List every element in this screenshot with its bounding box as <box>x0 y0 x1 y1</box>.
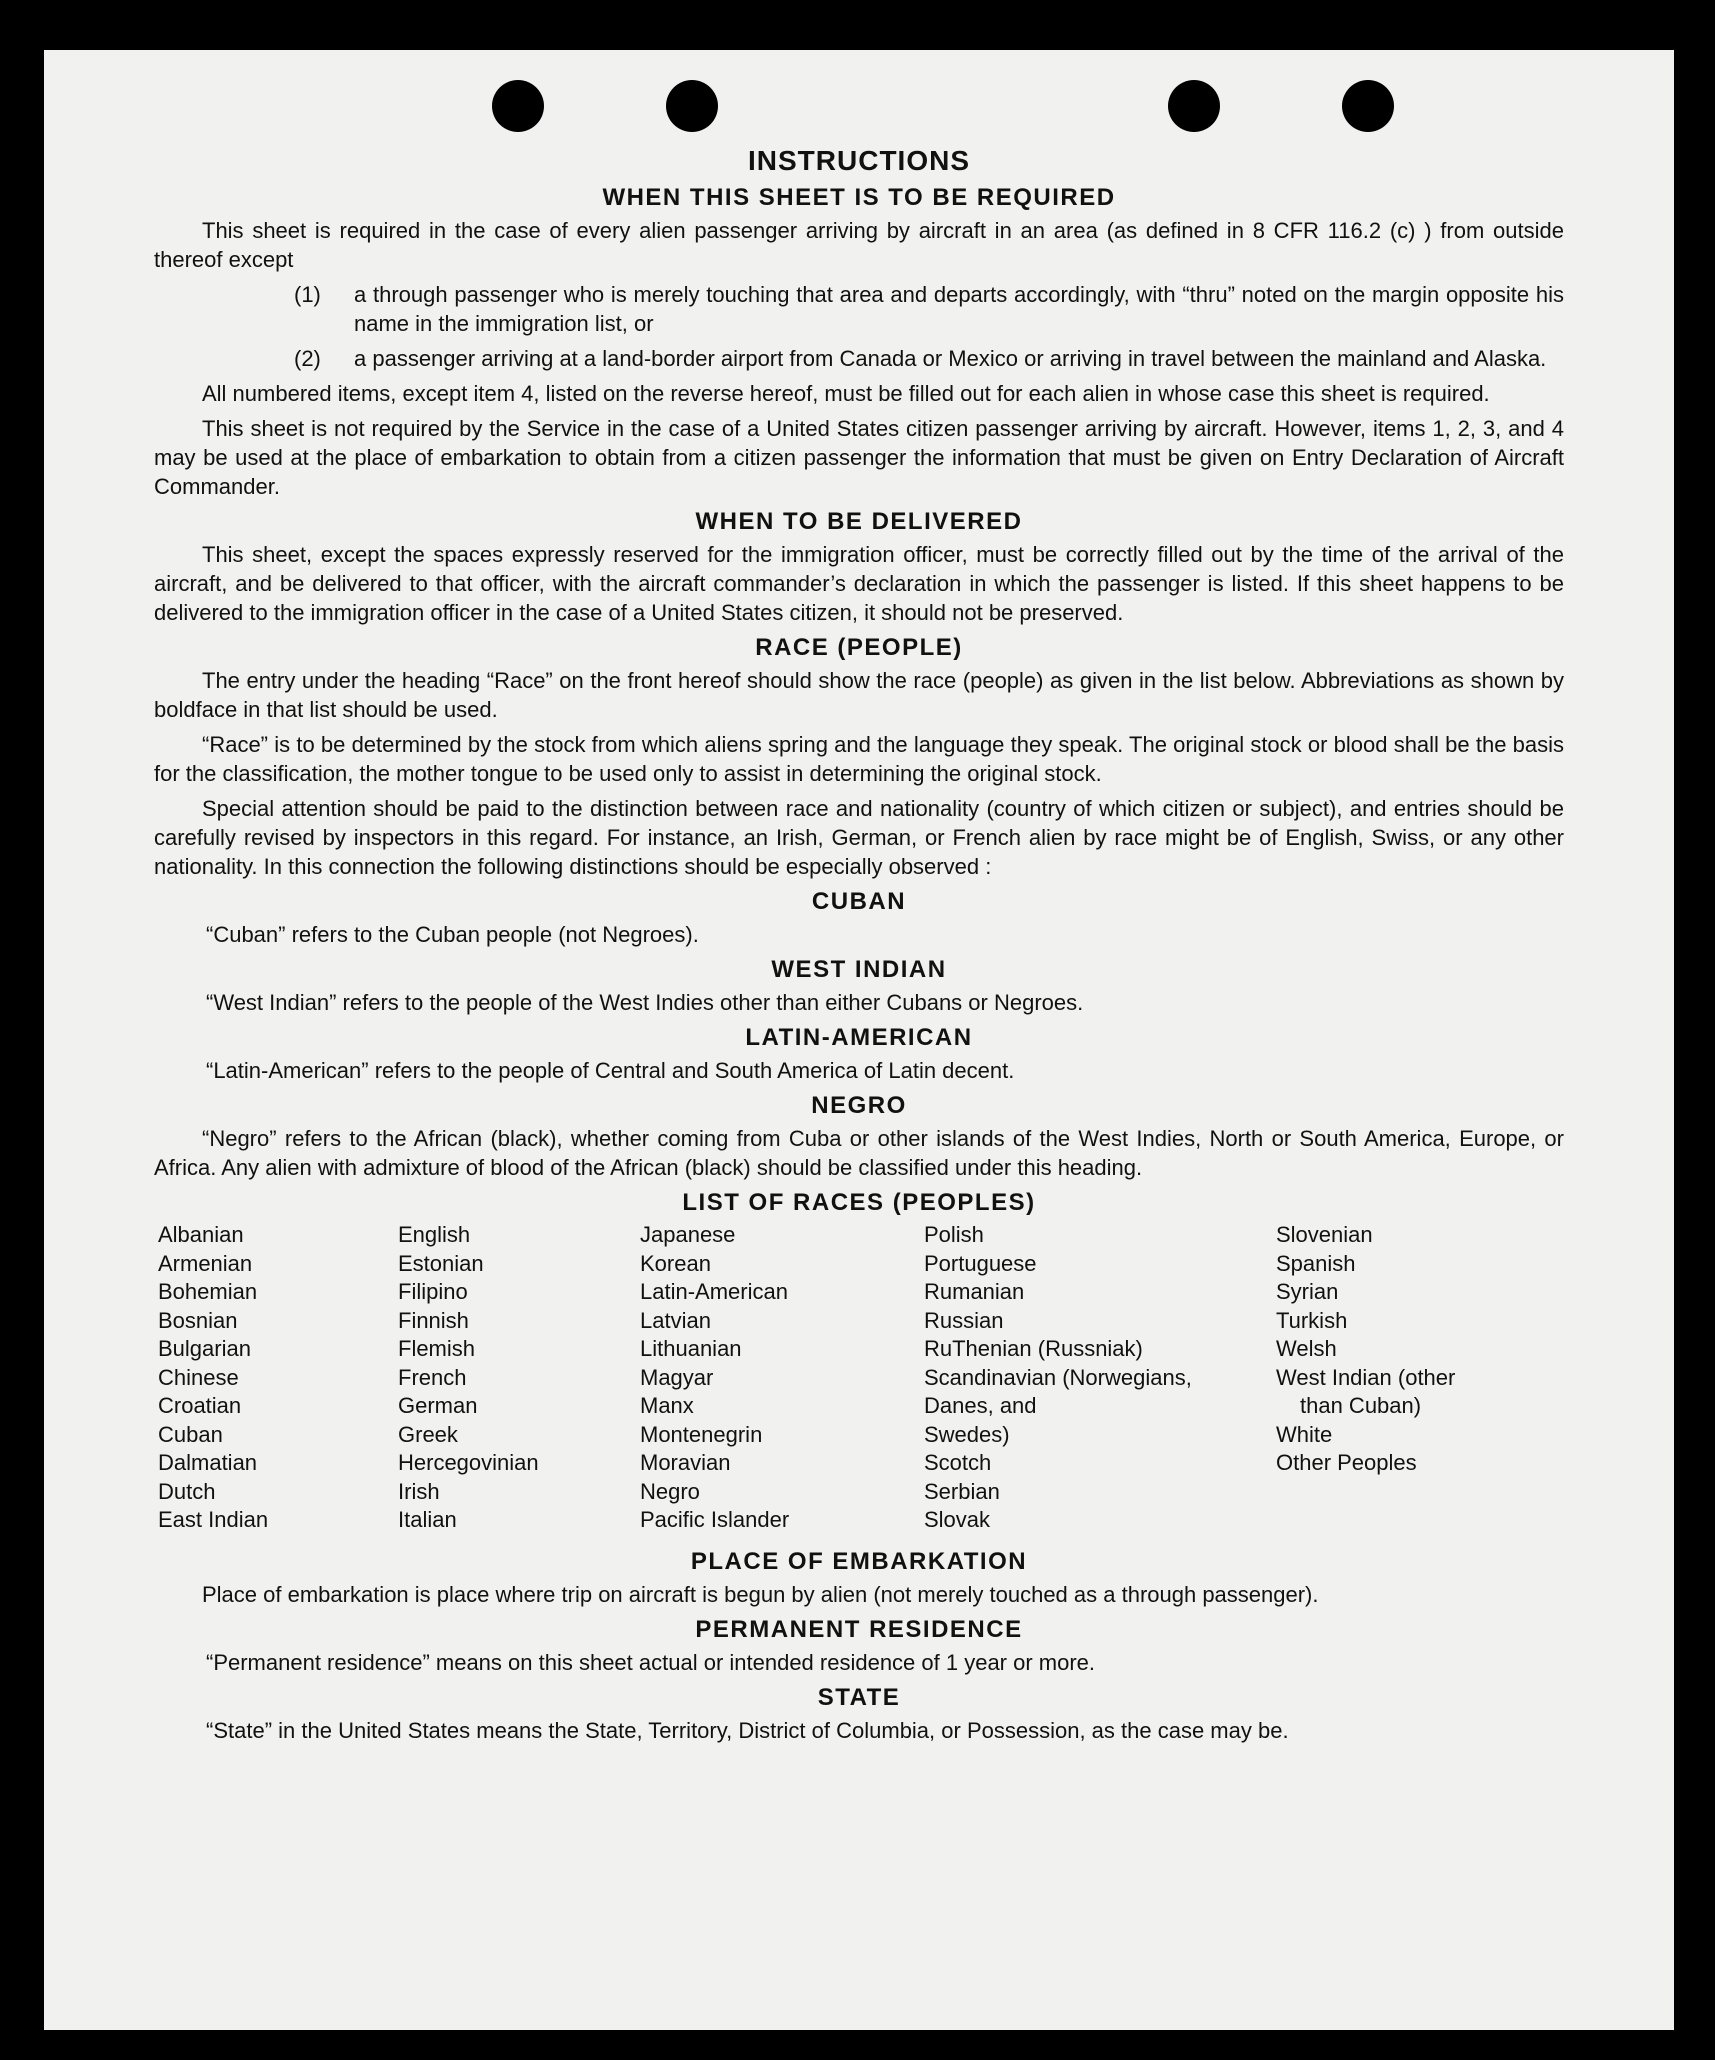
required-para: This sheet is not required by the Service in the case of a United States citizen passenger arriving by aircraft. However, items 1, 2, 3, and 4 may be used at the place of embarkation to obtain from a citizen passenger the information that must be given on Entry Declaration of Aircraft Commander. <box>154 416 1564 499</box>
race-item: Montenegrin <box>640 1421 763 1447</box>
race-item: Russian <box>924 1307 1004 1333</box>
race-item: Scotch <box>924 1450 992 1475</box>
negro-para: “Negro” refers to the African (black), whether coming from Cuba or other islands of the West Indies, North or South America, Europe, or Africa. Any alien with admixture of blood of the African (black) should be classified under this heading. <box>154 1126 1564 1180</box>
heading-west-indian: WEST INDIAN <box>771 956 947 983</box>
race-column <box>924 1221 1192 1535</box>
required-para: All numbered items, except item 4, listed on the reverse hereof, must be filled out for each alien in whose case this sheet is required. <box>202 381 1490 406</box>
race-item: Dalmatian <box>158 1450 258 1475</box>
race-item: English <box>398 1222 471 1247</box>
instructions-content <box>154 146 1564 1751</box>
race-para: “Race” is to be determined by the stock from which aliens spring and the language they speak. The original stock or blood shall be the basis for the classification, the mother tongue to be used only to assist in determining the original stock. <box>154 732 1564 786</box>
race-item: Albanian <box>158 1222 244 1247</box>
heading-list-of-races: LIST OF RACES (PEOPLES) <box>682 1189 1036 1216</box>
race-item: RuThenian (Russniak) <box>924 1336 1143 1361</box>
race-item: Bosnian <box>158 1307 238 1333</box>
race-item: Armenian <box>158 1250 253 1276</box>
race-item: Filipino <box>398 1279 468 1304</box>
document-page <box>44 50 1674 2030</box>
race-item: Polish <box>924 1222 984 1247</box>
heading-race: RACE (PEOPLE) <box>755 634 963 661</box>
race-item: Portuguese <box>924 1250 1037 1276</box>
exception-item: (1) a through passenger who is merely touching that area and departs accordingly, with “thru” noted on the margin opposite his name in the immigration list, or <box>294 282 1564 336</box>
heading-state: STATE <box>817 1684 901 1711</box>
embarkation-para: Place of embarkation is place where trip on aircraft is begun by alien (not merely touched as a through passenger). <box>202 1582 1319 1607</box>
race-item: Spanish <box>1276 1250 1356 1276</box>
race-item: French <box>398 1364 467 1390</box>
race-item: Hercegovinian <box>398 1450 539 1475</box>
page-title: INSTRUCTIONS <box>748 145 970 176</box>
race-item: Korean <box>640 1250 711 1276</box>
race-item: Greek <box>398 1421 458 1447</box>
race-para: Special attention should be paid to the distinction between race and nationality (country of which citizen or subject), and entries should be carefully revised by inspectors in this regard. For instance, an Irish, German, or French alien by race might be of English, Swiss, or any other nationality. In this connection the following distinctions should be especially observed : <box>154 796 1564 879</box>
race-item: West Indian (other <box>1276 1364 1456 1390</box>
race-item: Pacific Islander <box>640 1507 790 1532</box>
race-item: Japanese <box>640 1222 736 1247</box>
race-para: The entry under the heading “Race” on the front hereof should show the race (people) as given in the list below. Abbreviations as shown by boldface in that list should be used. <box>154 668 1564 722</box>
race-item: Dutch <box>158 1478 216 1504</box>
race-item: East Indian <box>158 1507 269 1532</box>
race-item: Syrian <box>1276 1279 1339 1304</box>
race-item: Latvian <box>640 1307 711 1333</box>
race-item: Chinese <box>158 1364 239 1390</box>
race-item: Turkish <box>1276 1307 1348 1333</box>
race-item: Moravian <box>640 1450 731 1475</box>
race-item: Negro <box>640 1478 700 1504</box>
race-item: Rumanian <box>924 1279 1025 1304</box>
exception-item: (2) a passenger arriving at a land-border airport from Canada or Mexico or arriving in travel between the mainland and Alaska. <box>294 346 1547 371</box>
race-item: Swedes) <box>924 1421 1010 1447</box>
race-item: Serbian <box>924 1478 1000 1504</box>
race-item: Scandinavian (Norwegians, <box>924 1364 1192 1390</box>
race-item: Latin-American <box>640 1279 788 1304</box>
heading-when-required: WHEN THIS SHEET IS TO BE REQUIRED <box>602 184 1116 211</box>
race-item: Bohemian <box>158 1279 258 1304</box>
race-item: Slovak <box>924 1507 991 1532</box>
race-item: Cuban <box>158 1421 223 1447</box>
race-column <box>640 1221 789 1535</box>
heading-negro: NEGRO <box>811 1092 907 1119</box>
heading-residence: PERMANENT RESIDENCE <box>695 1616 1023 1643</box>
race-list <box>154 1221 1564 1541</box>
punch-hole <box>1168 80 1220 132</box>
cuban-para: “Cuban” refers to the Cuban people (not Negroes). <box>206 922 699 947</box>
race-item: Flemish <box>398 1336 476 1361</box>
race-item: German <box>398 1393 478 1418</box>
heading-latin-american: LATIN-AMERICAN <box>745 1024 973 1051</box>
race-item: Welsh <box>1276 1336 1337 1361</box>
latin-american-para: “Latin-American” refers to the people of Central and South America of Latin decent. <box>206 1058 1015 1083</box>
heading-cuban: CUBAN <box>811 888 907 915</box>
required-intro: This sheet is required in the case of every alien passenger arriving by aircraft in an area (as defined in 8 CFR 116.2 (c) ) from outside thereof except <box>154 218 1564 272</box>
delivered-para: This sheet, except the spaces expressly reserved for the immigration officer, must be correctly filled out by the time of the arrival of the aircraft, and be delivered to that officer, with the aircraft commander’s declaration in which the passenger is listed. If this sheet happens to be delivered to the immigration officer in the case of a United States citizen, it should not be preserved. <box>154 542 1564 625</box>
race-item: Croatian <box>158 1393 242 1418</box>
race-column <box>158 1221 268 1535</box>
residence-para: “Permanent residence” means on this sheet actual or intended residence of 1 year or more. <box>206 1650 1096 1675</box>
race-item: Manx <box>640 1393 694 1418</box>
race-item: Lithuanian <box>640 1336 742 1361</box>
punch-hole <box>492 80 544 132</box>
race-item: Irish <box>398 1478 440 1504</box>
west-indian-para: “West Indian” refers to the people of the West Indies other than either Cubans or Negroes. <box>206 990 1084 1015</box>
punch-hole <box>666 80 718 132</box>
punch-hole <box>1342 80 1394 132</box>
race-item: than Cuban) <box>1300 1393 1422 1418</box>
race-item: Estonian <box>398 1250 484 1276</box>
race-item: Slovenian <box>1276 1222 1373 1247</box>
race-item: Magyar <box>640 1364 714 1390</box>
race-column <box>398 1221 539 1535</box>
race-item: Finnish <box>398 1307 469 1333</box>
state-para: “State” in the United States means the State, Territory, District of Columbia, or Possession, as the case may be. <box>206 1718 1289 1743</box>
race-item: Bulgarian <box>158 1336 251 1361</box>
race-item: White <box>1276 1421 1333 1447</box>
race-column <box>1276 1221 1455 1478</box>
heading-embarkation: PLACE OF EMBARKATION <box>690 1548 1028 1575</box>
heading-when-delivered: WHEN TO BE DELIVERED <box>695 508 1023 535</box>
race-item: Danes, and <box>924 1393 1037 1418</box>
race-item: Other Peoples <box>1276 1450 1417 1475</box>
race-item: Italian <box>398 1507 457 1532</box>
